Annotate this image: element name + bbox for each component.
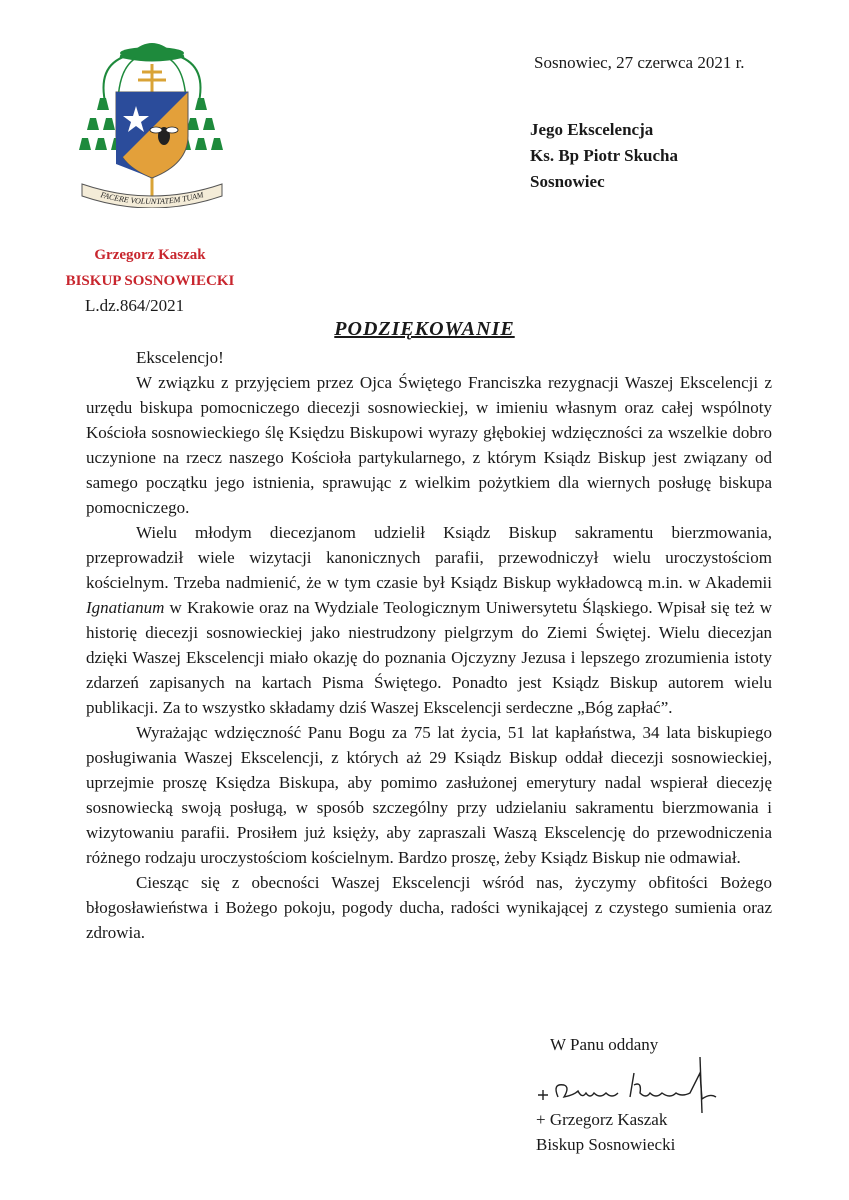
signer-title: Biskup Sosnowiecki <box>536 1135 676 1154</box>
letterhead-title: BISKUP SOSNOWIECKI <box>65 273 235 289</box>
letter-body <box>86 345 772 945</box>
addressee-line: Ks. Bp Piotr Skucha <box>530 146 679 165</box>
galero-hat-icon <box>120 43 184 60</box>
coat-of-arms <box>76 36 228 208</box>
salutation: Ekscelencjo! <box>136 348 224 367</box>
handwritten-signature <box>530 1053 730 1113</box>
motto-text: FACERE VOLUNTATEM TUAM <box>99 190 205 207</box>
addressee <box>530 117 678 195</box>
closing: W Panu oddany <box>550 1035 659 1054</box>
paragraph: Wyrażając wdzięczność Panu Bogu za 75 lat życia, 51 lat kapłaństwa, 34 lata biskupiego posługiwania Waszej Ekscelencji, z których aż 29 Ksiądz Biskup oddał diecezji sosnowieckiej, uprzejmie proszę Księdza Biskupa, aby pomimo zasłużonej emerytury nadal wspierał diecezję sosnowiecką swoją posługą, w sposób szczególny przy udzielaniu sakramentu bierzmowania i wizytowaniu parafii. Prosiłem już księży, aby zapraszali Waszą Ekscelencję do przewodniczenia różnego rodzaju uroczystościom kościelnym. Bardzo proszę, żeby Ksiądz Biskup nie odmawiał. <box>86 723 772 867</box>
reference-number: L.dz.864/2021 <box>85 296 185 315</box>
shield-icon <box>116 92 188 178</box>
addressee-line: Jego Ekscelencja <box>530 120 654 139</box>
paragraph: W związku z przyjęciem przez Ojca Świętego Franciszka rezygnacji Waszej Ekscelencji z urzędu biskupa pomocniczego diecezji sosnowieckiej, w imieniu własnym oraz całej wspólnoty Kościoła sosnowieckiego ślę Księdzu Biskupowi wyrazy głębokiej wdzięczności za wszelkie dobro uczynione na rzecz naszego Kościoła partykularnego, z którym Ksiądz Biskup jest związany od samego początku jego istnienia, sprawując z wielkim pożytkiem dla wiernych posługę biskupa pomocniczego. <box>86 373 772 517</box>
letterhead-name: Grzegorz Kaszak <box>94 247 206 263</box>
signer-name: + Grzegorz Kaszak <box>536 1110 668 1129</box>
paragraph: Wielu młodym diecezjanom udzielił Ksiądz Biskup sakramentu bierzmowania, przeprowadził wiele wizytacji kanonicznych parafii, przewodniczył wielu uroczystościom kościelnym. Trzeba nadmienić, że w tym czasie był Ksiądz Biskup wykładowcą m.in. w Akademii Ignatianum w Krakowie oraz na Wydziale Teologicznym Uniwersytetu Śląskiego. Wpisał się też w historię diecezji sosnowieckiej jako niestrudzony pielgrzym do Ziemi Świętej. Wielu diecezjan dzięki Waszej Ekscelencji miało okazję do poznania Ojczyzny Jezusa i lepszego zrozumienia istoty zdarzeń zapisanych na kartach Pisma Świętego. Ponadto jest Ksiądz Biskup autorem wielu publikacji. Za to wszystko składamy dziś Waszej Ekscelencji serdeczne „Bóg zapłać”. <box>86 523 772 717</box>
letter-title: PODZIĘKOWANIE <box>334 318 515 340</box>
place-date: Sosnowiec, 27 czerwca 2021 r. <box>534 53 745 72</box>
paragraph: Ciesząc się z obecności Waszej Ekscelencji wśród nas, życzymy obfitości Bożego błogosławieństwa i Bożego pokoju, pogody ducha, radości wynikającej z czystego sumienia oraz zdrowia. <box>86 873 772 942</box>
addressee-line: Sosnowiec <box>530 172 605 191</box>
